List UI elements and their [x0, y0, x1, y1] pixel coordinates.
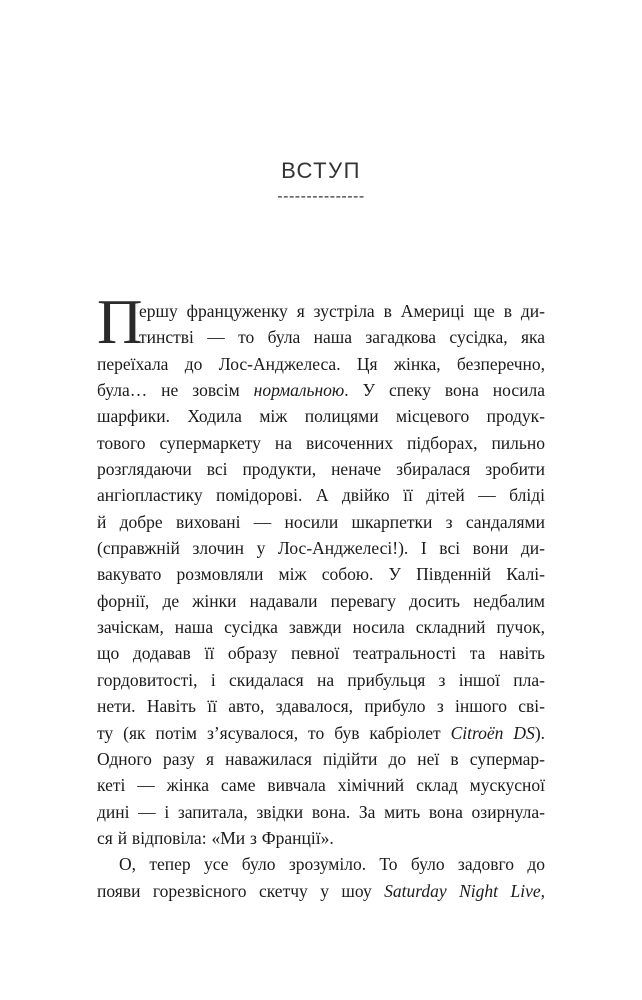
text-line: кеті — жінка саме вивчала хімічний склад мускусної [97, 775, 545, 796]
text-segment: . У спеку вона носила [344, 380, 545, 401]
text-segment: ). [534, 722, 546, 743]
text-line: тинстві — то була наша загадкова сусідка, яка [139, 327, 545, 348]
drop-cap: П [97, 287, 143, 357]
text-line: розглядаючи всі продукти, неначе збиралася зробити [97, 459, 545, 480]
text-line [97, 377, 545, 403]
text-segment: ту (як потім з’ясувалося, то був кабріолет [97, 722, 451, 743]
text-line: й добре виховані — носили шкарпетки з сандалями [97, 511, 545, 532]
text-line: ершу француженку я зустріла в Америці ще в ди- [139, 301, 545, 321]
text-segment: була… не зовсім [97, 380, 254, 401]
chapter-title: ВСТУП [281, 158, 361, 183]
italic-text: нормальною [253, 380, 345, 401]
body-text [97, 287, 546, 904]
text-line: тового супермаркету на височенних підборах, пильно [97, 432, 545, 453]
text-line: зачіскам, наша сусідка завжди носила складний пучок, [97, 617, 545, 638]
text-line: вакувато розмовляли між собою. У Південній Калі- [97, 564, 545, 585]
italic-text: Saturday Night Live, [384, 880, 545, 901]
text-line: нети. Навіть її авто, здавалося, прибуло з іншого сві- [97, 696, 545, 717]
text-line: форнії, де жінки надавали перевагу досить недбалим [97, 590, 545, 611]
text-line: шарфики. Ходила між полицями місцевого продук- [97, 406, 545, 427]
text-line: дині — і запитала, звідки вона. За мить вона озирнула- [97, 801, 545, 822]
text-line: (справжній злочин у Лос-Анджелесі!). І всі вони ди- [97, 538, 545, 559]
text-line: гордовитості, і скидалася на прибульця з іншої пла- [97, 669, 545, 690]
text-line: ангіопластику помідорові. А двійко її дітей — бліді [97, 485, 545, 506]
text-segment: появи горезвісного скетчу у шоу [97, 880, 385, 901]
text-line: Одного разу я наважилася підійти до неї в супермар- [97, 748, 545, 769]
chapter-title-rule: --------------- [277, 188, 365, 205]
text-line: що додавав її образу певної театральності та навіть [97, 643, 545, 664]
italic-text: Citroën DS [450, 722, 535, 743]
text-line: переїхала до Лос-Анджелеса. Ця жінка, безперечно, [97, 353, 545, 374]
text-line: ся й відповіла: «Ми з Франції». [97, 827, 334, 848]
text-line [97, 720, 545, 746]
text-line: О, тепер усе було зрозуміло. То було задовго до [119, 854, 545, 875]
text-line [97, 878, 545, 904]
